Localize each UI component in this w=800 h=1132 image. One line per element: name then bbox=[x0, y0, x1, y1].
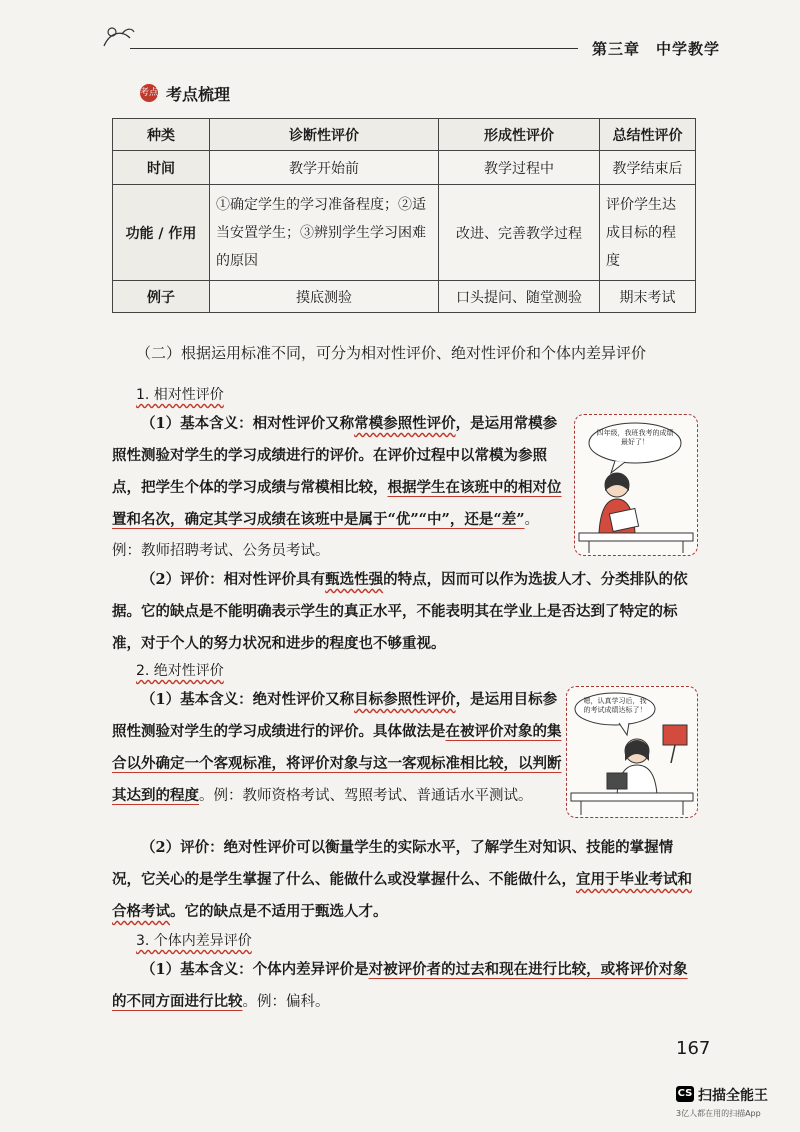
absolute-eval-title bbox=[136, 656, 224, 687]
table-cell: 口头提问、随堂测验 bbox=[439, 281, 600, 313]
text-run: 。它的缺点是不适用于甄选人才。 bbox=[170, 903, 388, 920]
table-cell: 教学开始前 bbox=[210, 151, 439, 185]
table-row bbox=[113, 281, 696, 313]
text-run: 。例：偏科。 bbox=[242, 994, 330, 1010]
text-run: （1）基本含义：相对性评价又称 bbox=[141, 415, 355, 432]
table-cell: 改进、完善教学过程 bbox=[439, 185, 600, 281]
text-run: 。例：教师资格考试、驾照考试、普通话水平测试。 bbox=[199, 788, 533, 804]
illustration-girl-reading bbox=[574, 414, 698, 556]
watermark-title: 扫描全能王 bbox=[698, 1088, 768, 1104]
intra-eval-title-text: 3. 个体内差异评价 bbox=[136, 933, 252, 949]
key-term: 常模参照性评价 bbox=[354, 415, 456, 432]
evaluation-table bbox=[112, 118, 696, 313]
key-phrase: 根据学生在该班中的相对位置和名次，确定其学习成绩在该班中是属于“优”“中”，还是“差” bbox=[112, 479, 562, 528]
absolute-eval-assessment bbox=[112, 832, 696, 928]
watermark-subtitle: 3亿人都在用的扫描App bbox=[676, 1109, 761, 1118]
section-title: 考点梳理 bbox=[166, 85, 231, 104]
text-run: ，是运用常模参照性测验对学生的学习成绩进行的评价。在评价过程中以常模为参照点，把学生个体的学习成绩与常模相比较， bbox=[112, 415, 558, 496]
intra-eval-definition bbox=[112, 954, 696, 1018]
illustration-girl-certificate bbox=[566, 686, 698, 818]
text-run: （2）评价：相对性评价具有 bbox=[141, 571, 326, 588]
key-phrase: 对被评价者的过去和现在进行比较，或将评价对象的不同方面进行比较 bbox=[112, 961, 688, 1010]
absolute-eval-title-text: 2. 绝对性评价 bbox=[136, 663, 224, 679]
table-header-cell: 总结性评价 bbox=[600, 119, 696, 151]
chapter-title: 第三章 中学教学 bbox=[592, 40, 721, 58]
key-phrase: 在被评价对象的集合以外确定一个客观标准，将评价对象与这一客观标准相比较，以判断其达到的程度 bbox=[112, 723, 562, 804]
page-number: 167 bbox=[676, 1038, 711, 1059]
text-run: （2）评价：绝对性评价可以衡量学生的实际水平，了解学生对知识、技能的掌握情况，它关心的是学生掌握了什么、能做什么或没掌握什么、不能做什么， bbox=[112, 839, 674, 888]
vine-ornament-icon bbox=[100, 22, 140, 54]
table-header-row bbox=[113, 119, 696, 151]
camscanner-logo-icon: CS bbox=[676, 1086, 694, 1102]
text-run: （1）基本含义：绝对性评价又称 bbox=[141, 691, 355, 708]
speech-bubble-2: 嗯，认真学习后，我的考试成绩达标了！ bbox=[583, 697, 647, 714]
table-cell: 摸底测验 bbox=[210, 281, 439, 313]
key-term: 甄选性强 bbox=[325, 571, 384, 588]
relative-eval-title-text: 1. 相对性评价 bbox=[136, 387, 224, 403]
text-run: 的特点，因而可以作为选拔人才、分类排队的依据。它的缺点是不能明确表示学生的真正水平，不能表明其在学业上是否达到了特定的标准，对于个人的努力状况和进步的程度也不够重视。 bbox=[112, 571, 688, 652]
text-run: 。例：教师招聘考试、公务员考试。 bbox=[112, 512, 540, 559]
subsection-heading: （二）根据运用标准不同，可分为相对性评价、绝对性评价和个体内差异评价 bbox=[136, 344, 647, 362]
table-header-cell: 诊断性评价 bbox=[210, 119, 439, 151]
table-row bbox=[113, 185, 696, 281]
table-cell: 教学过程中 bbox=[439, 151, 600, 185]
table-cell: 功能 / 作用 bbox=[113, 185, 210, 281]
relative-eval-definition bbox=[112, 408, 568, 567]
table-cell: 时间 bbox=[113, 151, 210, 185]
text-run: （1）基本含义：个体内差异评价是 bbox=[141, 961, 369, 978]
table-row bbox=[113, 151, 696, 185]
table-cell: 例子 bbox=[113, 281, 210, 313]
absolute-eval-definition bbox=[112, 684, 562, 812]
table-header-cell: 形成性评价 bbox=[439, 119, 600, 151]
text-run: ，是运用目标参照性测验对学生的学习成绩进行的评价。具体做法是 bbox=[112, 691, 558, 740]
table-cell: 教学结束后 bbox=[600, 151, 696, 185]
key-phrase: 宜用于毕业考试和合格考试 bbox=[112, 871, 692, 920]
section-badge-icon: 考点 bbox=[140, 84, 158, 102]
header-rule bbox=[130, 48, 578, 49]
table-cell: 期末考试 bbox=[600, 281, 696, 313]
key-term: 目标参照性评价 bbox=[354, 691, 456, 708]
table-header-cell: 种类 bbox=[113, 119, 210, 151]
table-cell: 评价学生达成目标的程度 bbox=[600, 185, 696, 281]
intra-eval-title bbox=[136, 926, 252, 957]
relative-eval-title bbox=[136, 380, 224, 411]
table-cell: ①确定学生的学习准备程度；②适当安置学生；③辨别学生学习困难的原因 bbox=[210, 185, 439, 281]
relative-eval-assessment bbox=[112, 564, 696, 660]
speech-bubble-1: 四年级，我班我考的成绩最好了！ bbox=[596, 429, 674, 446]
